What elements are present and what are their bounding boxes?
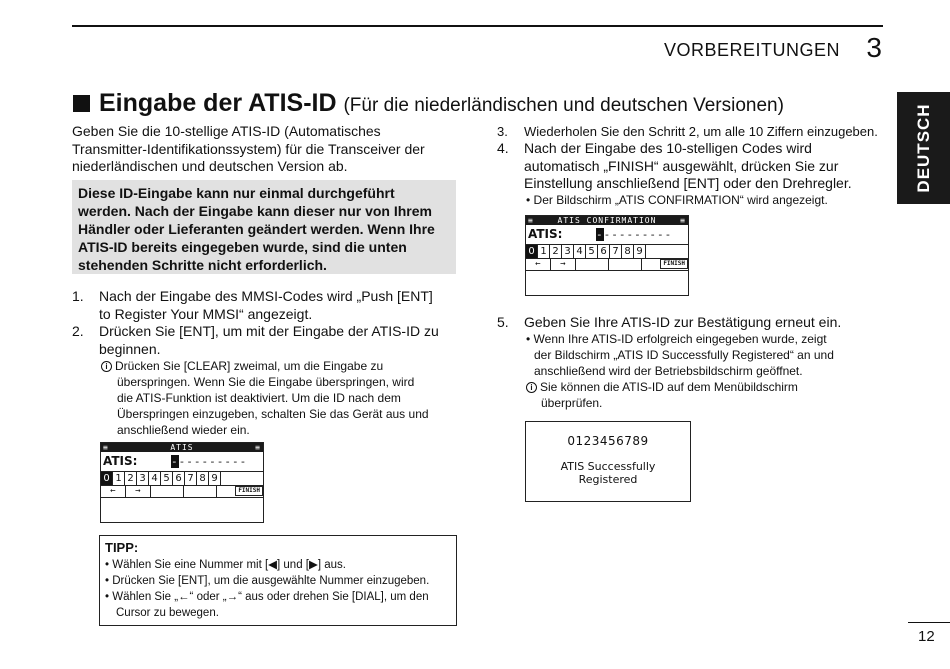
step-5-info-line-2: überprüfen. (541, 396, 603, 410)
screen-header: ≡ ATIS ≡ (103, 443, 261, 452)
digit-1[interactable]: 1 (538, 245, 550, 258)
digit-5[interactable]: 5 (161, 472, 173, 485)
step-2-note-line-5: anschließend wieder ein. (117, 423, 250, 437)
screen-header: ≡ ATIS CONFIRMATION ≡ (528, 216, 686, 225)
key-row (526, 258, 688, 271)
chapter-number: 3 (866, 32, 882, 63)
blank-key (609, 258, 642, 270)
info-icon: i (526, 382, 537, 393)
step-2-note-line-4: Überspringen einzugeben, schalten Sie das Gerät aus und (117, 407, 429, 421)
digit-9[interactable]: 9 (209, 472, 221, 485)
registered-atis-id: 0123456789 (567, 434, 649, 448)
digit-2[interactable]: 2 (550, 245, 562, 258)
blank-key (576, 258, 609, 270)
section-title-main: Eingabe der ATIS-ID (99, 89, 337, 117)
atis-label: ATIS: (103, 454, 138, 468)
step-text: Wiederholen Sie den Schritt 2, um alle 10 Ziffern einzugeben. (524, 124, 878, 139)
section-bullet-icon (73, 95, 90, 112)
step-2-note-line-3: die ATIS-Funktion ist deaktiviert. Um die ID nach dem (117, 391, 401, 405)
digit-6[interactable]: 6 (173, 472, 185, 485)
section-subtitle: (Für die niederländischen und deutschen Versionen) (343, 95, 784, 116)
step-5-note-line-3: anschließend wird der Betriebsbildschirm geöffnet. (534, 364, 803, 378)
step-5-note-line-2: der Bildschirm „ATIS ID Successfully Registered“ an und (534, 348, 834, 362)
atis-id-field: ---------- (596, 228, 673, 241)
language-tab (897, 92, 950, 204)
digit-4[interactable]: 4 (149, 472, 161, 485)
step-5-info-line-1: i Sie können die ATIS-ID auf dem Menübildschirm (526, 379, 886, 395)
success-message: ATIS Successfully Registered (560, 460, 656, 486)
left-arrow-icon[interactable]: ← (526, 258, 551, 270)
digit-6[interactable]: 6 (598, 245, 610, 258)
blank-key (151, 485, 184, 497)
step-number: 4. (497, 140, 509, 156)
digit-3[interactable]: 3 (137, 472, 149, 485)
step-text: Nach der Eingabe des 10-stelligen Codes wird automatisch „FINISH“ ausgewählt, drücken Sie zur Einstellung anschließend [ENT] oder den Drehregler. (524, 140, 852, 191)
finish-button[interactable]: FINISH (660, 259, 688, 269)
tip-line-4: Cursor zu bewegen. (116, 607, 219, 619)
key-row (101, 485, 263, 498)
header-rule (72, 25, 883, 27)
digit-1[interactable]: 1 (113, 472, 125, 485)
digit-7[interactable]: 7 (185, 472, 197, 485)
atis-id-field: ---------- (171, 455, 248, 468)
digit-0[interactable]: 0 (101, 472, 113, 485)
step-number: 5. (497, 314, 509, 330)
finish-button[interactable]: FINISH (235, 486, 263, 496)
step-number: 2. (72, 323, 84, 339)
step-text: Drücken Sie [ENT], um mit der Eingabe der ATIS-ID zu beginnen. (99, 323, 439, 357)
right-arrow-icon[interactable]: → (126, 485, 151, 497)
digit-0[interactable]: 0 (526, 245, 538, 258)
atis-label: ATIS: (528, 227, 563, 241)
step-5-notes (526, 331, 886, 411)
atis-success-screen (525, 421, 691, 502)
digit-5[interactable]: 5 (586, 245, 598, 258)
digit-4[interactable]: 4 (574, 245, 586, 258)
intro-text: Geben Sie die 10-stellige ATIS-ID (Automatisches Transmitter-Identifikationssystem) für die Transceiver der niederländischen und deutschen Version ab. (72, 123, 425, 174)
digit-7[interactable]: 7 (610, 245, 622, 258)
tip-line-2: • Drücken Sie [ENT], um die ausgewählte Nummer einzugeben. (105, 575, 430, 587)
atis-entry-screen (100, 442, 264, 523)
section-title (99, 89, 784, 118)
footer-rule (908, 622, 950, 623)
tip-line-1: • Wählen Sie eine Nummer mit [◀] und [▶] aus. (105, 559, 346, 571)
digit-8[interactable]: 8 (197, 472, 209, 485)
tip-box (99, 535, 457, 626)
language-tab-label: DEUTSCH (913, 103, 933, 193)
chapter-title: VORBEREITUNGEN (663, 40, 840, 60)
digit-8[interactable]: 8 (622, 245, 634, 258)
digit-2[interactable]: 2 (125, 472, 137, 485)
atis-confirmation-screen (525, 215, 689, 296)
digit-row (526, 244, 688, 259)
right-arrow-icon[interactable]: → (551, 258, 576, 270)
left-arrow-icon[interactable]: ← (101, 485, 126, 497)
digit-3[interactable]: 3 (562, 245, 574, 258)
step-5-note-line-1: • Wenn Ihre ATIS-ID erfolgreich eingegeben wurde, zeigt (526, 332, 827, 346)
blank-key (184, 485, 217, 497)
digit-9[interactable]: 9 (634, 245, 646, 258)
warning-text: Diese ID-Eingabe kann nur einmal durchgeführt werden. Nach der Eingabe kann dieser nur von Ihrem Händler oder Lieferanten geändert werden. Wenn Ihre ATIS-ID bereits eingegeben wurde, sind die unten stehenden Schritte nicht erforderlich. (78, 185, 435, 273)
step-4-note: • Der Bildschirm „ATIS CONFIRMATION“ wird angezeigt. (526, 193, 828, 207)
info-icon: i (101, 361, 112, 372)
step-number: 1. (72, 288, 84, 304)
step-text: Nach der Eingabe des MMSI-Codes wird „Push [ENT] to Register Your MMSI“ angezeigt. (99, 288, 433, 322)
step-2-note-line-2: überspringen. Wenn Sie die Eingabe überspringen, wird (117, 375, 415, 389)
step-2-note (101, 358, 461, 438)
warning-box (72, 180, 456, 274)
page-number: 12 (918, 628, 935, 645)
tip-line-3: • Wählen Sie „←“ oder „→“ aus oder drehen Sie [DIAL], um den (105, 591, 429, 603)
step-2-note-line-1: i Drücken Sie [CLEAR] zweimal, um die Eingabe zu (101, 358, 461, 374)
step-text: Geben Sie Ihre ATIS-ID zur Bestätigung erneut ein. (524, 314, 842, 330)
step-number: 3. (497, 124, 508, 139)
tip-title: TIPP: (105, 540, 139, 555)
digit-row (101, 471, 263, 486)
